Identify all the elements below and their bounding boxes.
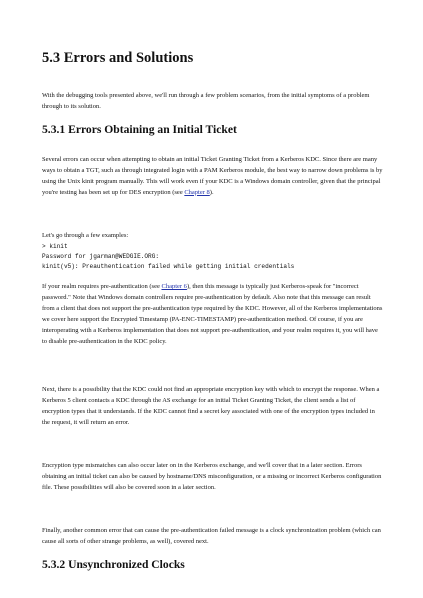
paragraph-encryption-key: Next, there is a possibility that the KDC could not find an appropriate encryption key with which to encrypt the response. When a Kerberos 5 client contacts a KDC through the AS exchange for an initial Ticket Granting Ticket, the client sends a list of encryption types that it understands. If the KDC cannot find a secret key associated with one of the encryption types included in the request, it will return an error. <box>42 386 380 426</box>
paragraph-examples-intro: Let's go through a few examples: <box>42 232 129 239</box>
subsection-title-unsynchronized-clocks: 5.3.2 Unsynchronized Clocks <box>42 558 185 571</box>
paragraph-clock-problem: Finally, another common error that can cause the pre-authentication failed message is a clock synchronization problem (which can cause all sorts of other strange problems, as well), covered next. <box>42 527 381 545</box>
code-line: > kinit <box>42 243 68 250</box>
paragraph-text: If your realm requires pre-authentication (see <box>42 283 162 290</box>
paragraph-text: ). <box>209 188 214 196</box>
chapter-8-link[interactable]: Chapter 8 <box>184 188 210 196</box>
chapter-6-link[interactable]: Chapter 6 <box>161 283 187 290</box>
paragraph-text: Several errors can occur when attempting to obtain an initial Ticket Granting Ticket from a Kerberos KDC. Since there are many ways to obtain a TGT, such as through integrated login with a PAM Kerberos module, the best way to narrow down problems is by using the Unix kinit program manually. This will work even if your KDC is a Windows domain controller, given that the principal you're testing has been set up for DES encryption (see <box>42 156 383 196</box>
subsection-title-initial-ticket: 5.3.1 Errors Obtaining an Initial Ticket <box>42 123 237 136</box>
paragraph-encryption-mismatch: Encryption type mismatches can also occur later on in the Kerberos exchange, and we'll cover that in a later section. Errors obtaining an initial ticket can also be caused by hostname/DNS misconfiguration, or a missing or incorrect Kerberos configuration file. These possibilities will also be covered soon in a later section. <box>42 462 382 491</box>
paragraph-text: ), then this message is typically just Kerberos-speak for "incorrect password." Note that Windows domain controllers require pre-authentication by default. Also note that this message can result from a client that does not support the pre-authentication type required by the KDC. However, all of the Kerberos implementations we cover here support the Encrypted Timestamp (PA-ENC-TIMESTAMP) pre-authentication method. Of course, if you are interoperating with a Kerberos implementation that does not support pre-authentication, and your realm requires it, you will have to disable pre-authentication in the KDC policy. <box>42 283 383 345</box>
paragraph-preauthentication <box>42 282 384 347</box>
code-line: kinit(v5): Preauthentication failed while getting initial credentials <box>42 263 295 271</box>
code-block <box>42 242 384 273</box>
paragraph-errors-overview <box>42 155 384 199</box>
code-line: Password for jgarman@WEDGIE.ORG: <box>42 253 160 261</box>
section-title: 5.3 Errors and Solutions <box>42 50 194 66</box>
intro-paragraph: With the debugging tools presented above, we'll run through a few problem scenarios, from the initial symptoms of a problem through to its solution. <box>42 92 370 110</box>
